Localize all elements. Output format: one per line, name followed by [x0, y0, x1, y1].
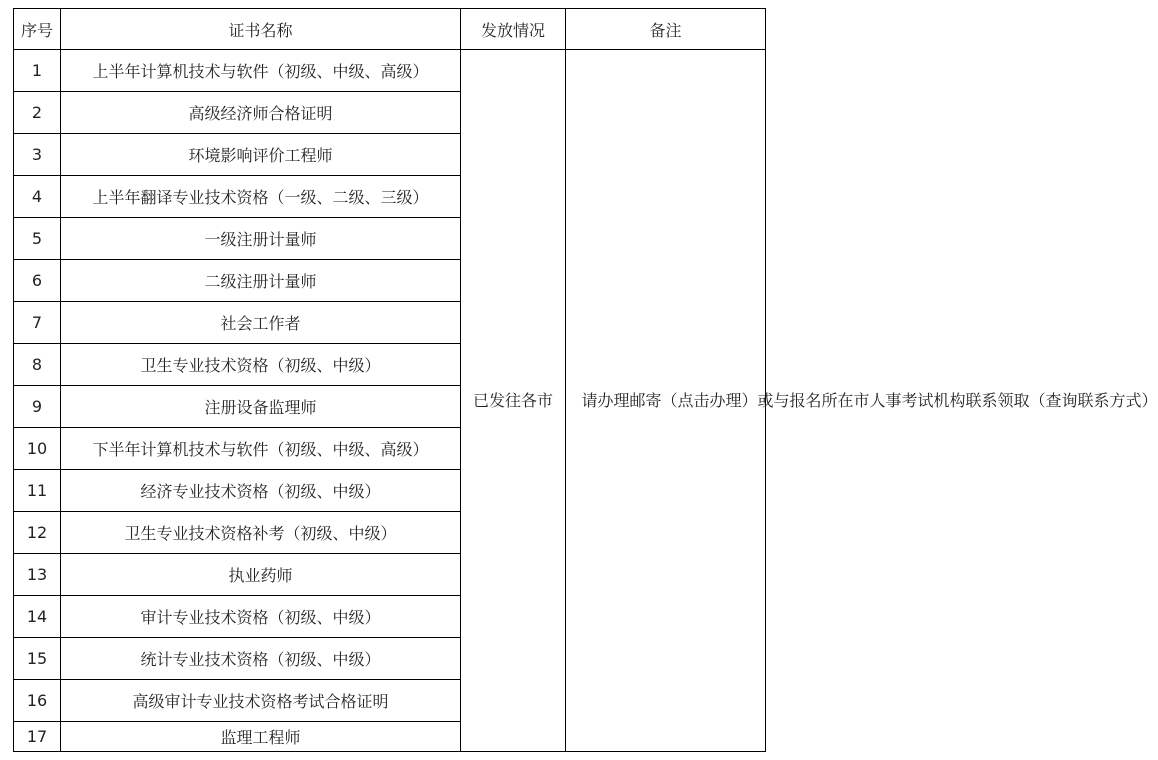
header-seq: 序号: [14, 9, 61, 50]
row-seq: 5: [14, 218, 61, 260]
row-seq: 3: [14, 134, 61, 176]
row-cert-name: 上半年计算机技术与软件（初级、中级、高级）: [61, 50, 461, 92]
row-cert-name: 一级注册计量师: [61, 218, 461, 260]
row-cert-name: 高级经济师合格证明: [61, 92, 461, 134]
row-seq: 10: [14, 428, 61, 470]
row-seq: 6: [14, 260, 61, 302]
row-cert-name: 上半年翻译专业技术资格（一级、二级、三级）: [61, 176, 461, 218]
row-cert-name: 审计专业技术资格（初级、中级）: [61, 596, 461, 638]
header-status: 发放情况: [461, 9, 566, 50]
row-seq: 8: [14, 344, 61, 386]
certificate-table: [13, 8, 1158, 752]
row-seq: 16: [14, 680, 61, 722]
row-cert-name: 社会工作者: [61, 302, 461, 344]
row-seq: 15: [14, 638, 61, 680]
note-cell: [566, 50, 1158, 752]
row-seq: 12: [14, 512, 61, 554]
status-text: 已发往各市: [472, 390, 553, 410]
row-seq: 7: [14, 302, 61, 344]
row-seq: 14: [14, 596, 61, 638]
row-cert-name: 注册设备监理师: [61, 386, 461, 428]
row-seq: 1: [14, 50, 61, 92]
header-note: 备注: [566, 9, 766, 50]
row-cert-name: 经济专业技术资格（初级、中级）: [61, 470, 461, 512]
row-seq: 4: [14, 176, 61, 218]
row-seq: 13: [14, 554, 61, 596]
header-row: [14, 9, 766, 50]
note-text: 请办理邮寄（点击办理）或与报名所在市人事考试机构联系领取（查询联系方式）: [581, 390, 1158, 410]
row-cert-name: 高级审计专业技术资格考试合格证明: [61, 680, 461, 722]
row-cert-name: 环境影响评价工程师: [61, 134, 461, 176]
row-cert-name: 二级注册计量师: [61, 260, 461, 302]
row-cert-name: 下半年计算机技术与软件（初级、中级、高级）: [61, 428, 461, 470]
row-seq: 11: [14, 470, 61, 512]
row-cert-name: 执业药师: [61, 554, 461, 596]
table-row: [14, 50, 766, 92]
row-cert-name: 卫生专业技术资格补考（初级、中级）: [61, 512, 461, 554]
row-cert-name: 统计专业技术资格（初级、中级）: [61, 638, 461, 680]
row-seq: 2: [14, 92, 61, 134]
status-cell: [461, 50, 566, 752]
row-seq: 17: [14, 722, 61, 752]
row-seq: 9: [14, 386, 61, 428]
row-cert-name: 监理工程师: [61, 722, 461, 752]
row-cert-name: 卫生专业技术资格（初级、中级）: [61, 344, 461, 386]
header-cert-name: 证书名称: [61, 9, 461, 50]
